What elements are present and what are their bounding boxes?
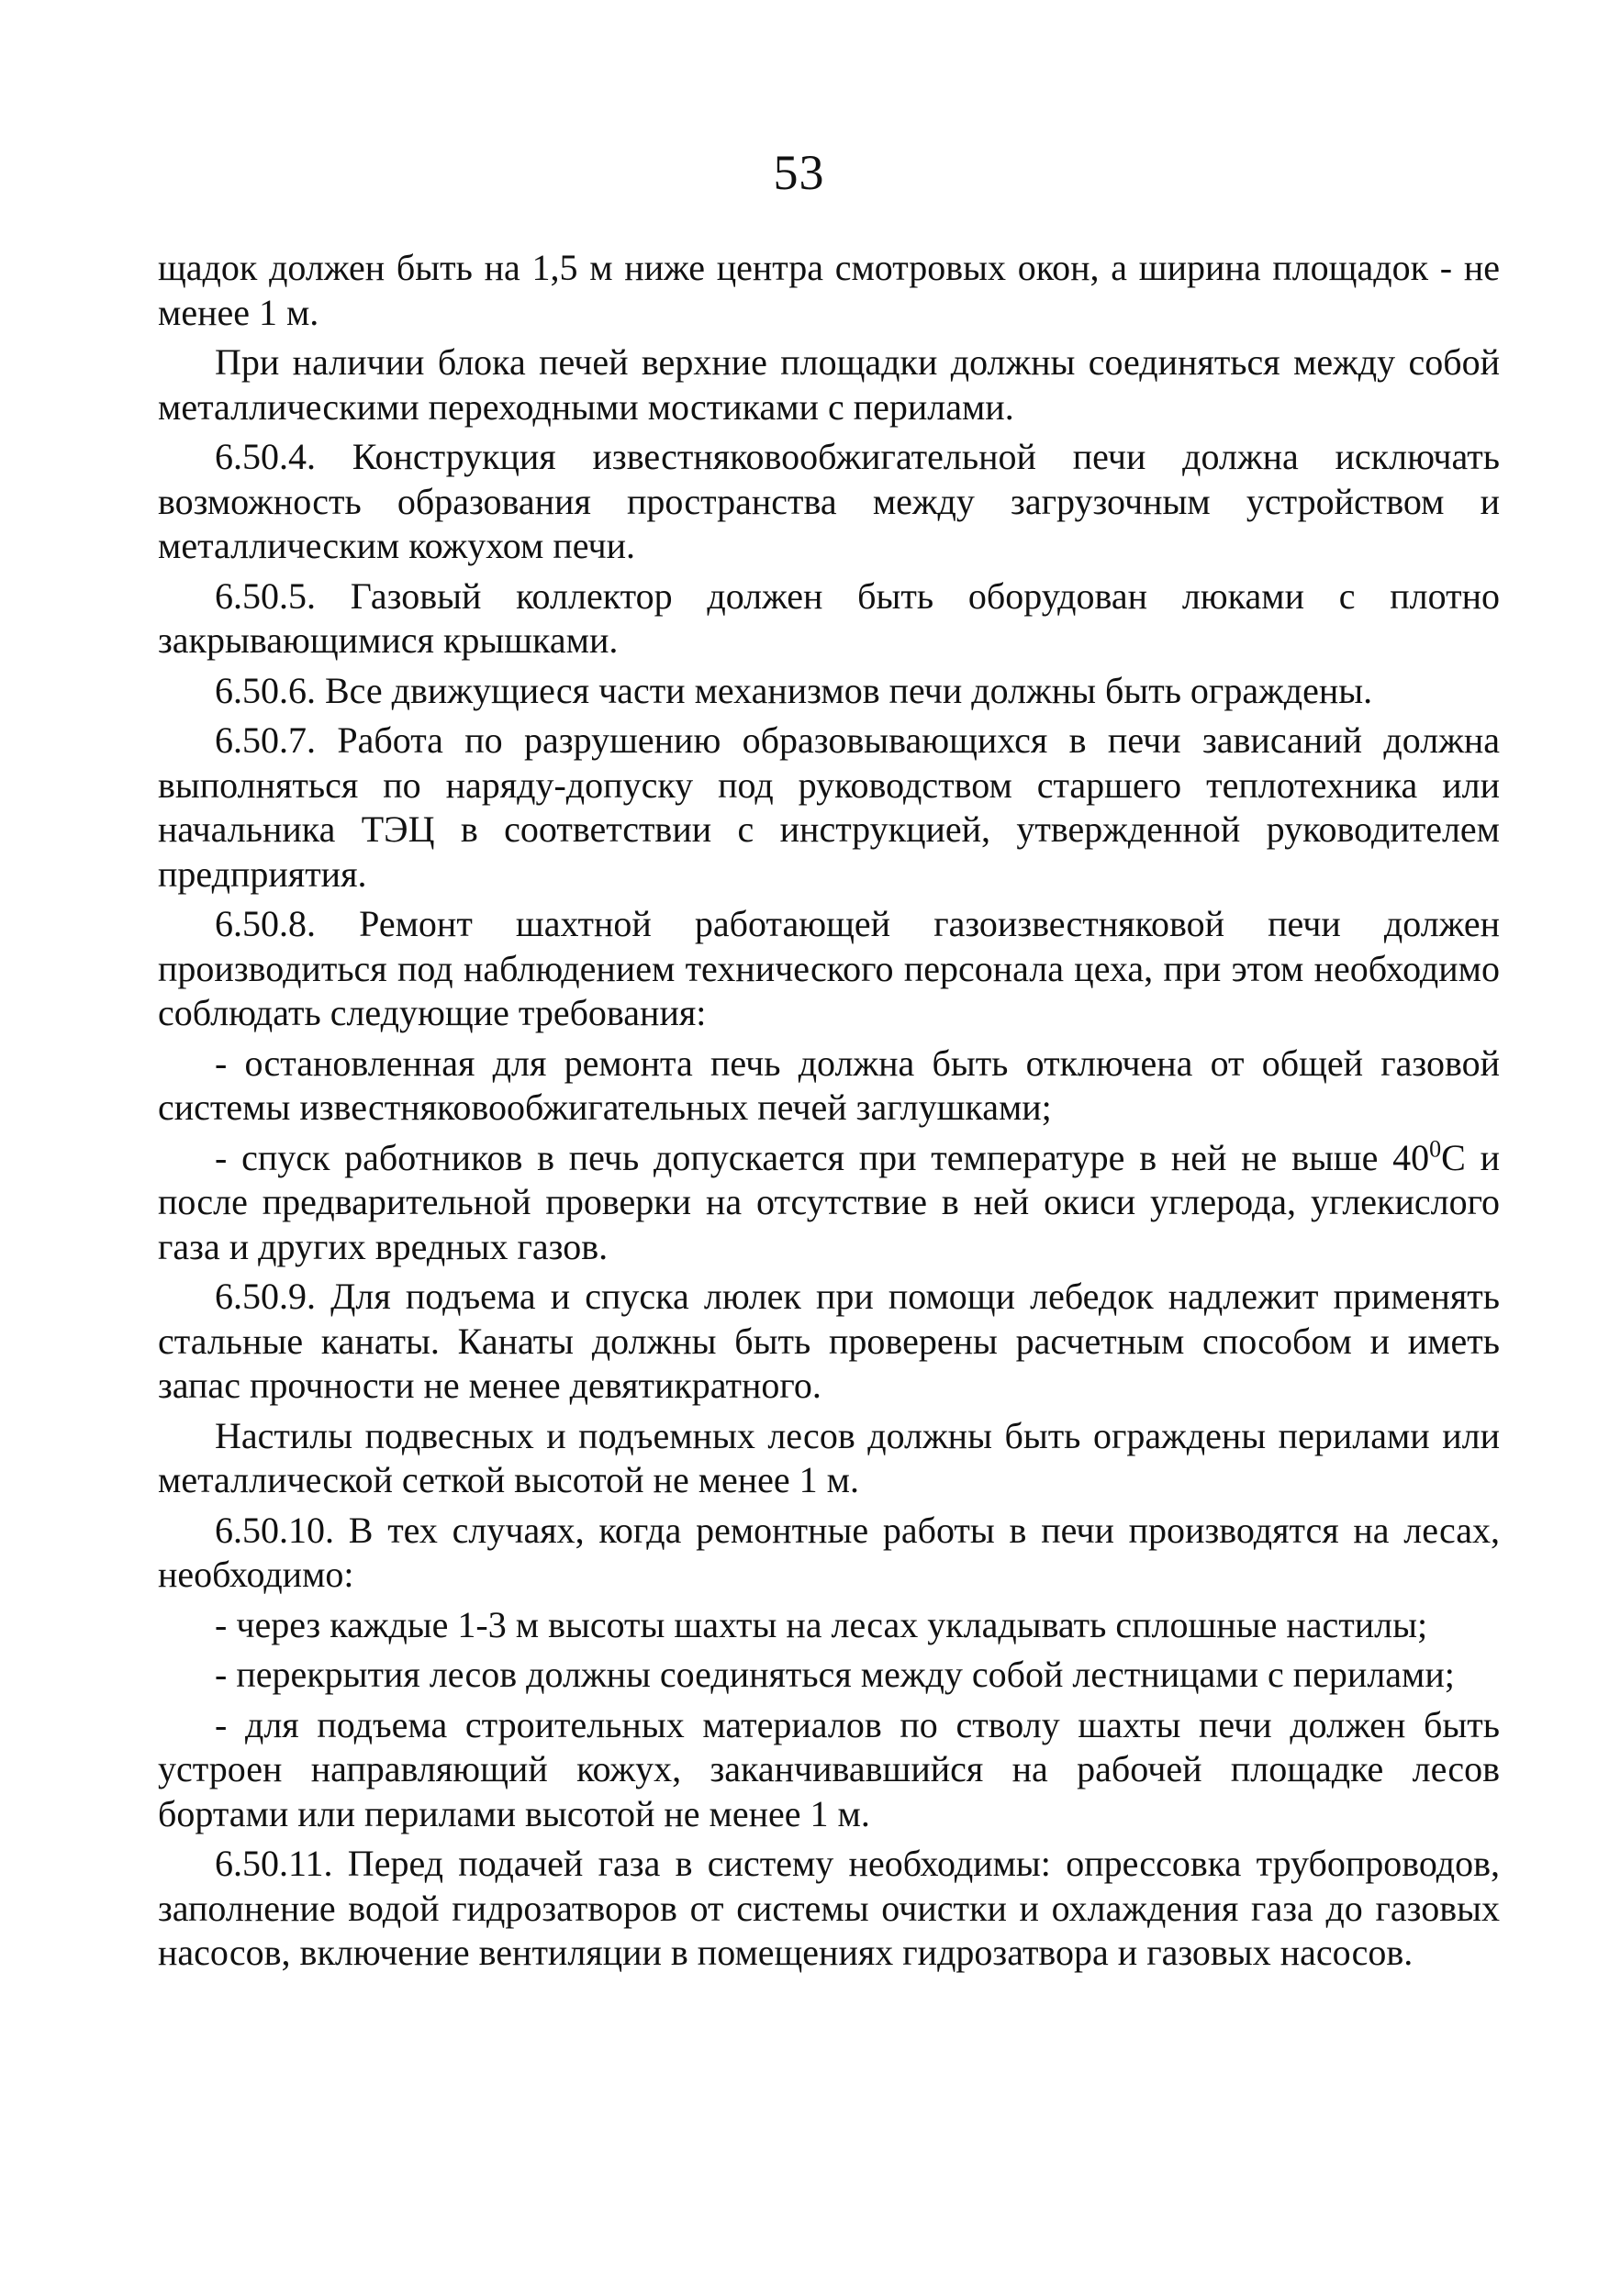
- paragraph: При наличии блока печей верхние площадки должны соединяться между собой металлическими переходными мостиками с перилами.: [158, 341, 1500, 428]
- paragraph: 6.50.7. Работа по разрушению образовывающихся в печи зависаний должна выполняться по наряду-допуску под руководством старшего теплотехника или начальника ТЭЦ в соответствии с инструкцией, утвержденной руководителем предприятия.: [158, 719, 1500, 895]
- document-body: [158, 246, 1500, 1981]
- list-item: - остановленная для ремонта печь должна быть отключена от общей газовой системы известняковообжигательных печей заглушками;: [158, 1042, 1500, 1128]
- paragraph: 6.50.4. Конструкция известняковообжигательной печи должна исключать возможность образования пространства между загрузочным устройством и металлическим кожухом печи.: [158, 436, 1500, 566]
- paragraph: 6.50.5. Газовый коллектор должен быть оборудован люками с плотно закрывающимися крышками.: [158, 574, 1500, 661]
- list-item: - перекрытия лесов должны соединяться между собой лестницами с перилами;: [215, 1654, 1455, 1695]
- temperature-text-after: С и после предварительной проверки на отсутствие в ней окиси углерода, углекислого газа и других вредных газов.: [158, 1136, 1500, 1267]
- paragraph: щадок должен быть на 1,5 м ниже центра смотровых окон, а ширина площадок - не менее 1 м.: [158, 247, 1500, 333]
- paragraph: 6.50.9. Для подъема и спуска люлек при помощи лебедок надлежит применять стальные канаты. Канаты должны быть проверены расчетным способом и иметь запас прочности не менее девятикратного.: [158, 1276, 1500, 1406]
- degree-superscript: 0: [1429, 1135, 1442, 1163]
- paragraph: Настилы подвесных и подъемных лесов должны быть ограждены перилами или металлической сеткой высотой не менее 1 м.: [158, 1414, 1500, 1500]
- list-item: - для подъема строительных материалов по стволу шахты печи должен быть устроен направляющий кожух, заканчивавшийся на рабочей площадке лесов бортами или перилами высотой не менее 1 м.: [158, 1703, 1500, 1834]
- page-number: 53: [773, 145, 825, 200]
- paragraph: 6.50.10. В тех случаях, когда ремонтные работы в печи производятся на лесах, необходимо:: [158, 1509, 1500, 1595]
- paragraph: 6.50.8. Ремонт шахтной работающей газоизвестняковой печи должен производиться под наблюдением технического персонала цеха, при этом необходимо соблюдать следующие требования:: [158, 903, 1500, 1033]
- list-item: - через каждые 1-3 м высоты шахты на лесах укладывать сплошные настилы;: [215, 1603, 1428, 1645]
- temperature-text-before: - спуск работников в печь допускается при температуре в ней не выше 40: [215, 1136, 1430, 1178]
- list-item-temperature: [158, 1136, 1500, 1270]
- paragraph: 6.50.6. Все движущиеся части механизмов печи должны быть ограждены.: [215, 669, 1373, 711]
- paragraph: 6.50.11. Перед подачей газа в систему необходимы: опрессовка трубопроводов, заполнение водой гидрозатворов от системы очистки и охлаждения газа до газовых насосов, включение вентиляции в помещениях гидрозатвора и газовых насосов.: [158, 1843, 1500, 1973]
